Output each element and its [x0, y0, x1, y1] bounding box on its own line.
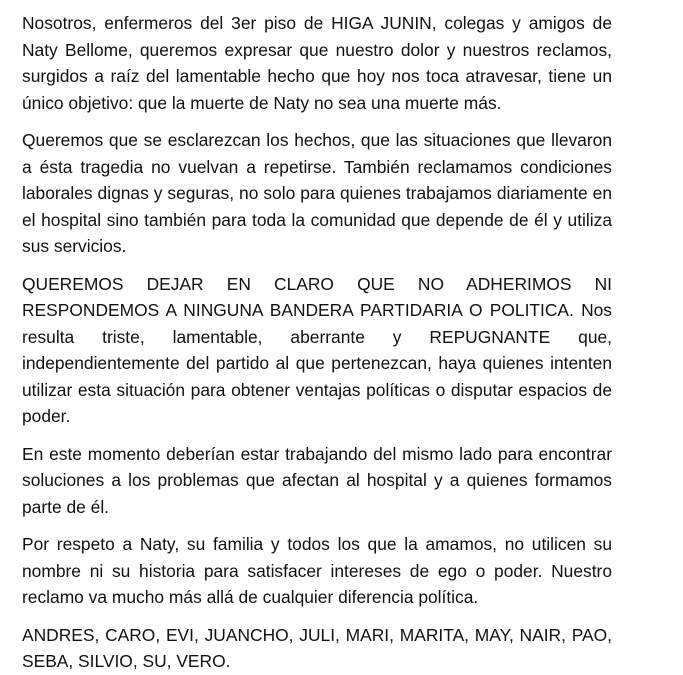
document-body	[22, 10, 612, 675]
signatures: ANDRES, CARO, EVI, JUANCHO, JULI, MARI, MARITA, MAY, NAIR, PAO, SEBA, SILVIO, SU, VERO.	[22, 624, 612, 671]
paragraph-respect-request: Por respeto a Naty, su familia y todos los que la amamos, no utilicen su nombre ni su historia para satisfacer intereses de ego o poder. Nuestro reclamo va mucho más allá de cualquier diferencia política.	[22, 534, 612, 607]
paragraph-call-to-unity: En este momento deberían estar trabajando del mismo lado para encontrar soluciones a los problemas que afectan al hospital y a quienes formamos parte de él.	[22, 443, 612, 517]
paragraph-political-stance: QUEREMOS DEJAR EN CLARO QUE NO ADHERIMOS NI RESPONDEMOS A NINGUNA BANDERA PARTIDARIA O POLITICA. Nos resulta triste, lamentable, aberrante y REPUGNANTE que, independientemente del partido al que pertenezcan, haya quienes intenten utilizar esta situación para obtener ventajas políticas o disputar espacios de poder.	[22, 273, 612, 426]
paragraph-intro: Nosotros, enfermeros del 3er piso de HIGA JUNIN, colegas y amigos de Naty Bellome, queremos expresar que nuestro dolor y nuestros reclamos, surgidos a raíz del lamentable hecho que hoy nos toca atravesar, tiene un único objetivo: que la muerte de Naty no sea una muerte más.	[22, 13, 612, 113]
paragraph-demands: Queremos que se esclarezcan los hechos, que las situaciones que llevaron a ésta tragedia no vuelvan a repetirse. También reclamamos condiciones laborales dignas y seguras, no solo para quienes trabajamos diariamente en el hospital sino también para toda la comunidad que depende de él y utiliza sus servicios.	[22, 130, 612, 256]
